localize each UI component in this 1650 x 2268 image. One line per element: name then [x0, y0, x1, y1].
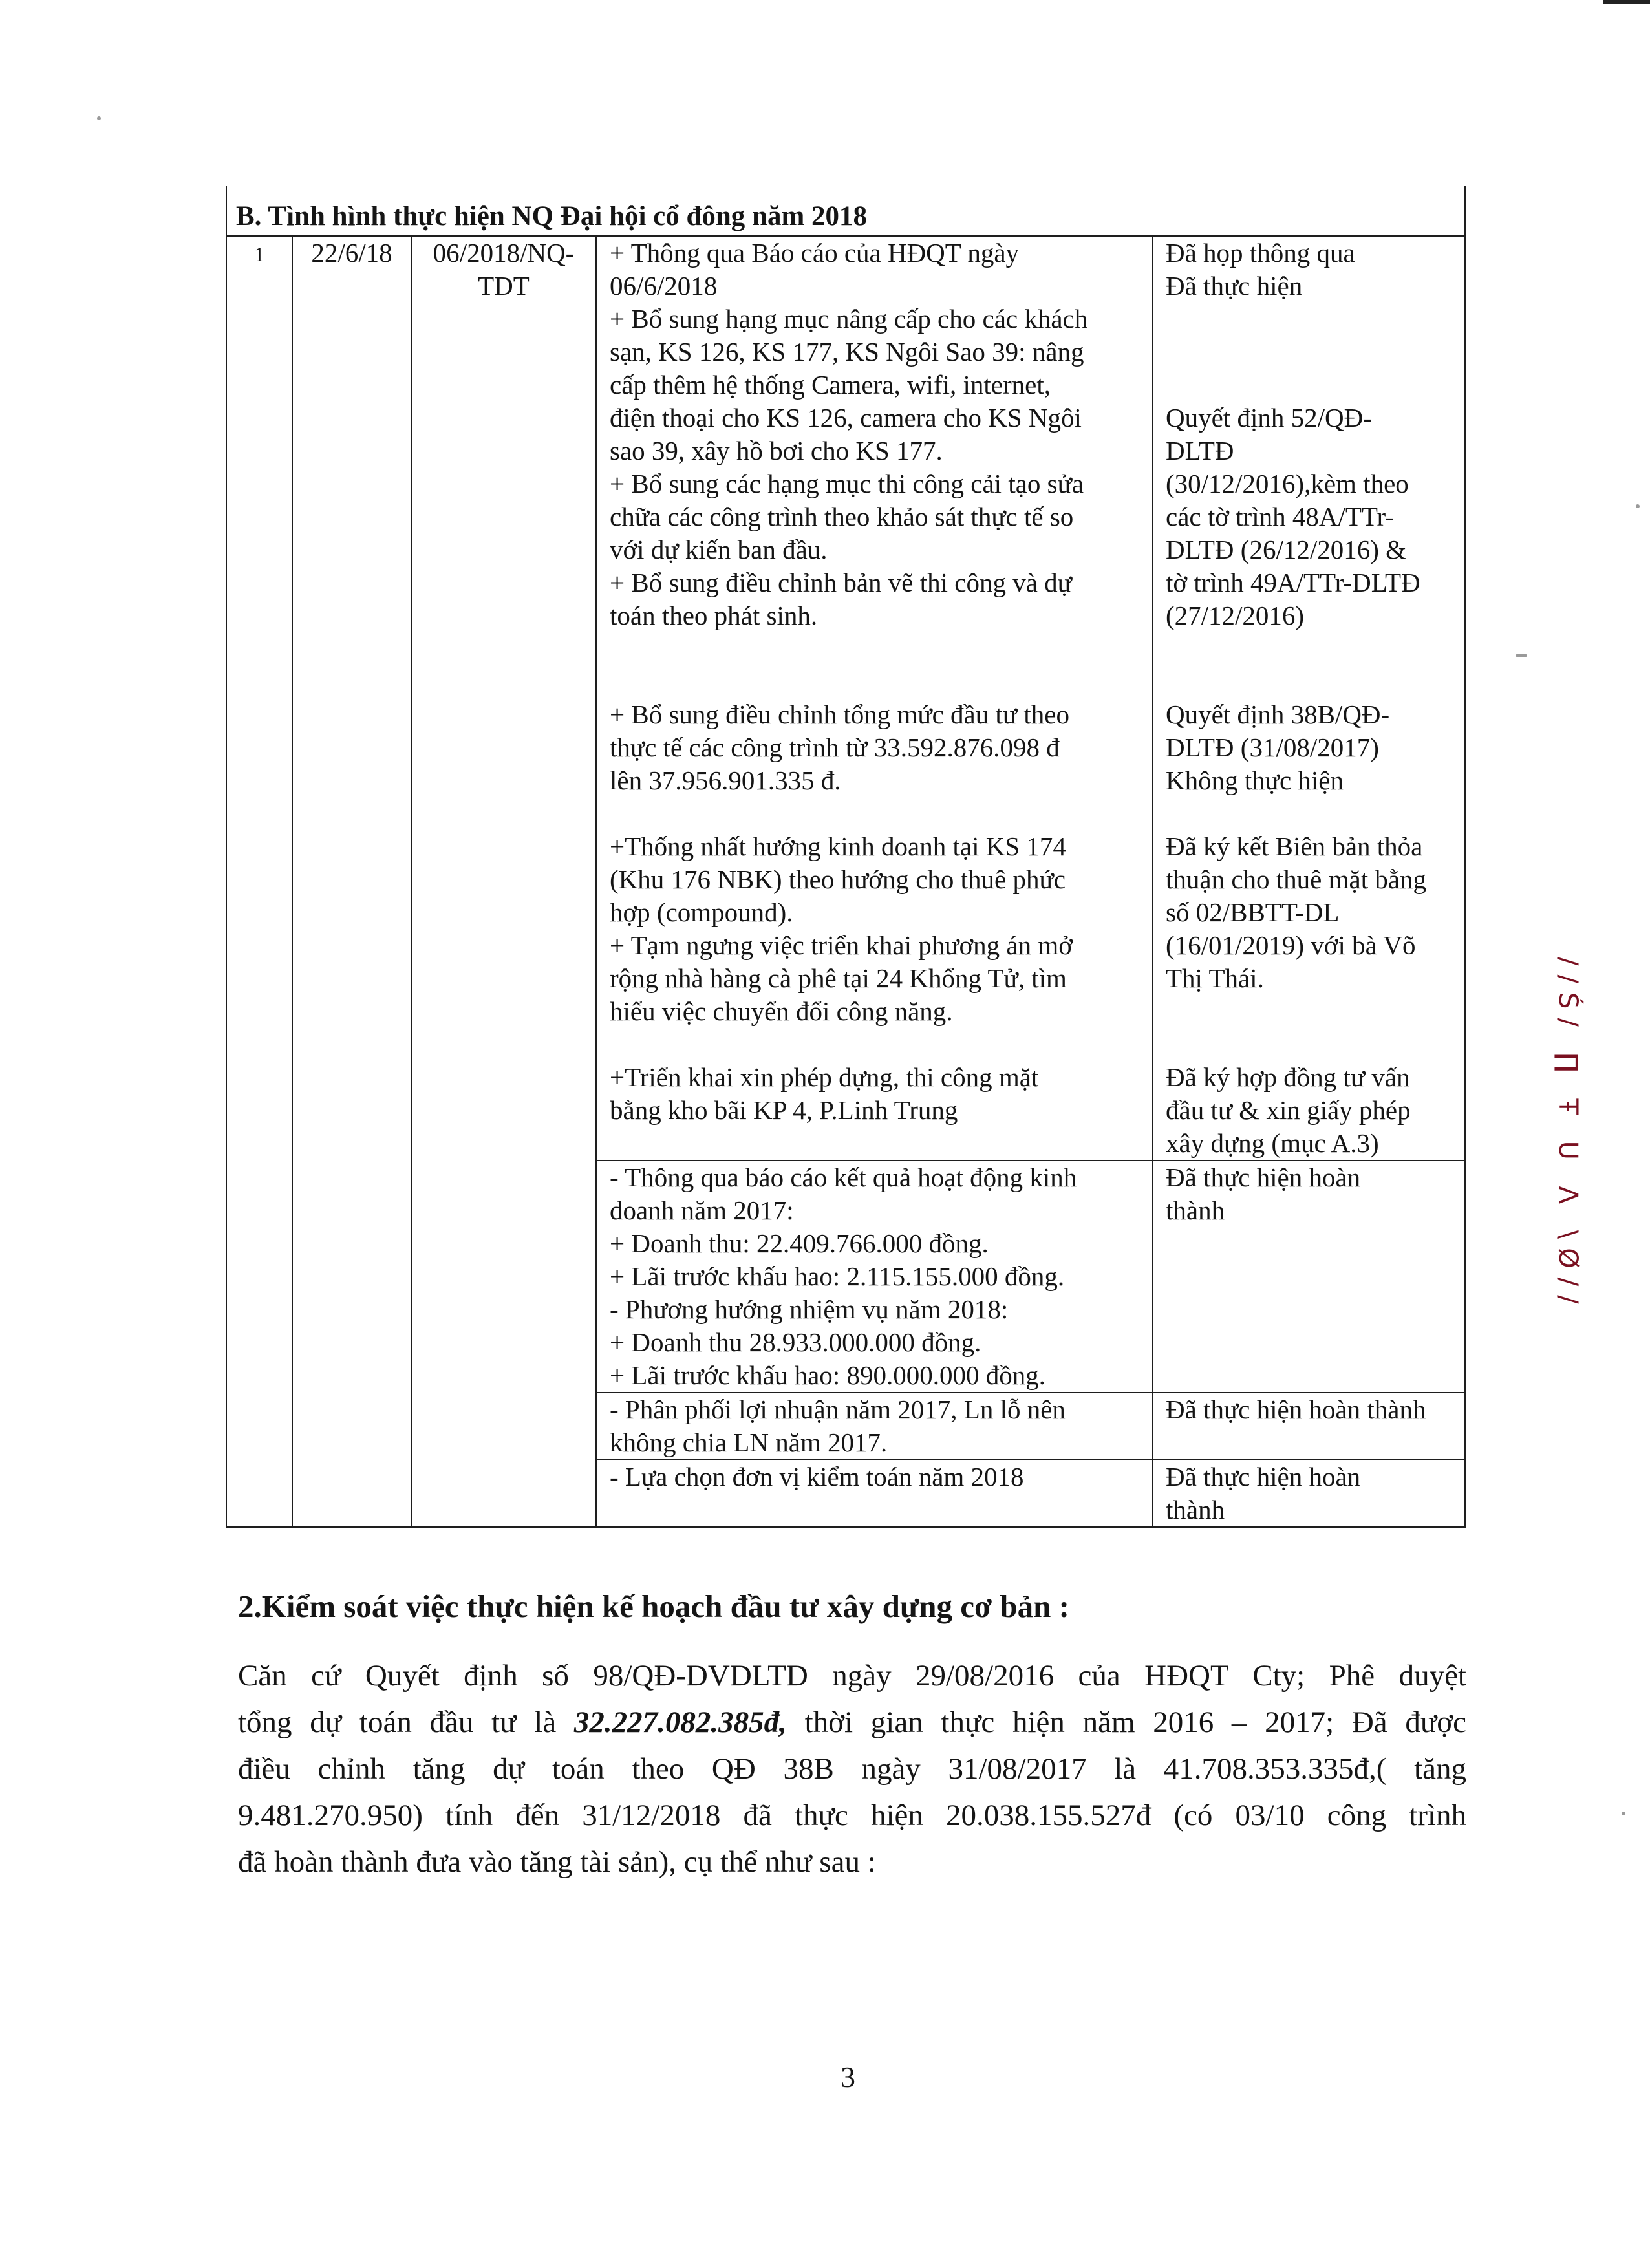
result-line: Đã thực hiện hoàn: [1166, 1462, 1361, 1492]
content-line: + Lãi trước khấu hao: 890.000.000 đồng.: [610, 1360, 1045, 1390]
result-line: Đã thực hiện hoàn thành: [1166, 1395, 1426, 1424]
result-cell: [1152, 1393, 1465, 1460]
paragraph-line: [238, 1653, 1466, 1699]
result-line: DLTĐ (31/08/2017): [1166, 733, 1379, 762]
content-line: + Lãi trước khấu hao: 2.115.155.000 đồng.: [610, 1261, 1065, 1291]
result-line: DLTĐ (26/12/2016) &: [1166, 535, 1407, 564]
result-line: Quyết định 52/QĐ-: [1166, 403, 1372, 433]
paragraph-text: thời gian thực hiện năm 2016 – 2017; Đã được: [786, 1706, 1467, 1739]
scan-corner-mark: [1603, 0, 1650, 30]
stt-cell: 1: [226, 236, 292, 1527]
result-cell: [1152, 1161, 1465, 1393]
content-line: + Doanh thu: 22.409.766.000 đồng.: [610, 1228, 989, 1258]
paragraph-text: Căn cứ Quyết định số 98/QĐ-DVDLTD ngày 29/08/2016 của HĐQT Cty; Phê duyệt: [238, 1659, 1466, 1693]
table-row: [226, 236, 1465, 1161]
result-line: thuận cho thuê mặt bằng: [1166, 864, 1427, 894]
resolution-number-line: TDT: [478, 271, 530, 301]
result-line: Đã họp thông qua: [1166, 238, 1355, 268]
content-line: + Bổ sung hạng mục nâng cấp cho các khách: [610, 304, 1088, 334]
content-line: + Bổ sung điều chỉnh bản vẽ thi công và dự: [610, 568, 1072, 597]
content-line: lên 37.956.901.335 đ.: [610, 765, 841, 795]
margin-stamp: //Ś/ ∏ Ŧ U Λ \Ø//: [1553, 957, 1583, 1313]
content-line: + Doanh thu 28.933.000.000 đồng.: [610, 1327, 981, 1357]
content-line: với dự kiến ban đầu.: [610, 535, 828, 564]
scan-dust-mark: [1636, 504, 1640, 508]
result-line: thành: [1166, 1495, 1225, 1524]
content-line: thực tế các công trình từ 33.592.876.098 đ: [610, 733, 1060, 762]
date-cell: 22/6/18: [292, 236, 411, 1527]
scan-dust-mark: [97, 116, 101, 120]
result-line: Đã thực hiện hoàn: [1166, 1162, 1361, 1192]
result-line: số 02/BBTT-DL: [1166, 897, 1340, 927]
result-line: xây dựng (mục A.3): [1166, 1128, 1379, 1158]
content-line: sao 39, xây hồ bơi cho KS 177.: [610, 436, 943, 465]
result-line: Đã ký kết Biên bản thỏa: [1166, 831, 1423, 861]
content-spacer: [610, 1028, 1141, 1061]
result-spacer: [1166, 797, 1455, 830]
result-spacer: [1166, 303, 1455, 401]
result-cell: [1152, 236, 1465, 1161]
table-title-cell: [226, 186, 1465, 236]
content-line: - Lựa chọn đơn vị kiểm toán năm 2018: [610, 1462, 1024, 1492]
content-line: hợp (compound).: [610, 897, 793, 927]
scan-dust-mark: [1516, 654, 1527, 657]
result-line: tờ trình 49A/TTr-DLTĐ: [1166, 568, 1420, 597]
result-line: các tờ trình 48A/TTr-: [1166, 502, 1394, 531]
result-line: Thị Thái.: [1166, 963, 1264, 993]
result-line: Đã thực hiện: [1166, 271, 1303, 301]
result-line: thành: [1166, 1195, 1225, 1225]
total-estimate-amount: 32.227.082.385đ,: [573, 1706, 787, 1739]
paragraph-text: điều chỉnh tăng dự toán theo QĐ 38B ngày 31/08/2017 là 41.708.353.335đ,( tăng: [238, 1752, 1466, 1786]
paragraph-text: tổng dự toán đầu tư là: [238, 1706, 574, 1739]
content-cell: [596, 1393, 1152, 1460]
scan-dust-mark: [1622, 1812, 1625, 1815]
content-line: doanh năm 2017:: [610, 1195, 794, 1225]
paragraph-text: đã hoàn thành đưa vào tăng tài sản), cụ thể như sau :: [238, 1845, 876, 1879]
result-line: DLTĐ: [1166, 436, 1234, 465]
content-line: hiểu việc chuyển đổi công năng.: [610, 996, 953, 1026]
content-line: +Triển khai xin phép dựng, thi công mặt: [610, 1062, 1039, 1092]
content-cell: [596, 1460, 1152, 1527]
section-2-paragraph: [238, 1653, 1466, 1885]
content-spacer: [610, 632, 1141, 698]
content-line: chữa các công trình theo khảo sát thực tế so: [610, 502, 1074, 531]
table-title-row: [226, 186, 1465, 236]
page-number: 3: [841, 2060, 855, 2093]
resolution-number-line: 06/2018/NQ-: [433, 238, 575, 268]
content-spacer: [610, 797, 1141, 830]
section-b-title: B. Tình hình thực hiện NQ Đại hội cổ đông năm 2018: [236, 201, 868, 231]
result-spacer: [1166, 995, 1455, 1061]
content-line: 06/6/2018: [610, 271, 718, 301]
result-line: (16/01/2019) với bà Võ: [1166, 930, 1416, 960]
paragraph-line: [238, 1792, 1466, 1839]
content-line: điện thoại cho KS 126, camera cho KS Ngôi: [610, 403, 1082, 433]
paragraph-line: [238, 1746, 1466, 1792]
content-line: sạn, KS 126, KS 177, KS Ngôi Sao 39: nâng: [610, 337, 1084, 367]
content-cell: [596, 1161, 1152, 1393]
content-line: + Bổ sung điều chỉnh tổng mức đầu tư theo: [610, 700, 1069, 729]
result-line: Không thực hiện: [1166, 765, 1344, 795]
content-line: + Thông qua Báo cáo của HĐQT ngày: [610, 238, 1020, 268]
content-line: cấp thêm hệ thống Camera, wifi, internet,: [610, 370, 1051, 400]
content-line: + Bổ sung các hạng mục thi công cải tạo sửa: [610, 469, 1084, 498]
result-cell: [1152, 1460, 1465, 1527]
result-line: Đã ký hợp đồng tư vấn: [1166, 1062, 1410, 1092]
content-line: không chia LN năm 2017.: [610, 1428, 888, 1457]
result-line: (27/12/2016): [1166, 601, 1305, 630]
result-spacer: [1166, 632, 1455, 698]
content-cell: [596, 236, 1152, 1161]
content-line: - Phương hướng nhiệm vụ năm 2018:: [610, 1294, 1009, 1324]
resolution-implementation-table: [226, 186, 1466, 1528]
section-2-title: 2.Kiểm soát việc thực hiện kế hoạch đầu tư xây dựng cơ bản :: [238, 1589, 1069, 1624]
result-line: đầu tư & xin giấy phép: [1166, 1095, 1411, 1125]
content-line: - Phân phối lợi nhuận năm 2017, Ln lỗ nên: [610, 1395, 1066, 1424]
content-line: (Khu 176 NBK) theo hướng cho thuê phức: [610, 864, 1066, 894]
content-line: rộng nhà hàng cà phê tại 24 Khổng Tử, tìm: [610, 963, 1067, 993]
content-line: + Tạm ngưng việc triển khai phương án mở: [610, 930, 1073, 960]
result-line: (30/12/2016),kèm theo: [1166, 469, 1409, 498]
content-line: +Thống nhất hướng kinh doanh tại KS 174: [610, 831, 1066, 861]
content-line: toán theo phát sinh.: [610, 601, 818, 630]
resolution-number-cell: [411, 236, 596, 1527]
result-line: Quyết định 38B/QĐ-: [1166, 700, 1390, 729]
content-line: - Thông qua báo cáo kết quả hoạt động kinh: [610, 1162, 1077, 1192]
content-line: bằng kho bãi KP 4, P.Linh Trung: [610, 1095, 958, 1125]
paragraph-line: [238, 1839, 1466, 1885]
paragraph-text: 9.481.270.950) tính đến 31/12/2018 đã thực hiện 20.038.155.527đ (có 03/10 công trình: [238, 1799, 1466, 1832]
paragraph-line: [238, 1699, 1466, 1746]
